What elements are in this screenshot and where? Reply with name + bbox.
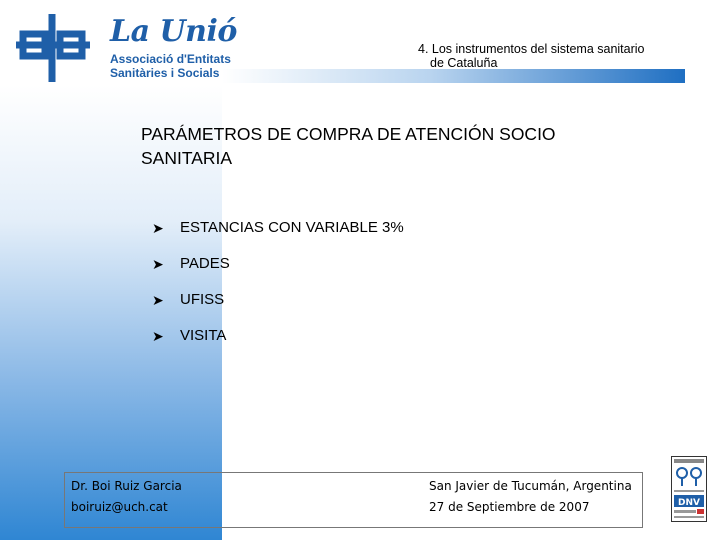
footer-author: Dr. Boi Ruiz Garcia [71, 479, 182, 493]
list-item-text: VISITA [180, 327, 227, 344]
arrow-bullet-icon: ➤ [152, 328, 164, 344]
list-item-text: UFISS [180, 291, 225, 308]
title-line-1: PARÁMETROS DE COMPRA DE ATENCIÓN SOCIO [141, 124, 556, 144]
header-gradient-bar [222, 69, 685, 83]
list-item [152, 290, 404, 326]
arrow-bullet-icon: ➤ [152, 220, 164, 236]
logo-subtitle-2: Sanitàries i Socials [110, 66, 220, 80]
certification-mark: DNV [678, 498, 700, 508]
footer-email: boiruiz@uch.cat [71, 500, 168, 514]
list-item [152, 254, 404, 290]
arrow-bullet-icon: ➤ [152, 256, 164, 272]
logo [14, 8, 237, 84]
list-item [152, 326, 404, 362]
list-item [152, 218, 404, 254]
title-line-2: SANITARIA [141, 148, 233, 168]
arrow-bullet-icon: ➤ [152, 292, 164, 308]
footer-date: 27 de Septiembre de 2007 [429, 500, 590, 514]
dnv-certification-icon [671, 456, 707, 522]
footer-location: San Javier de Tucumán, Argentina [429, 479, 632, 493]
list-item-text: ESTANCIAS CON VARIABLE 3% [180, 219, 404, 236]
list-item-text: PADES [180, 255, 230, 272]
la-unio-logo-icon [14, 12, 94, 84]
section-line-2: de Cataluña [430, 56, 498, 70]
bullet-list [152, 218, 404, 362]
page-title [141, 122, 661, 170]
section-label [418, 42, 698, 70]
logo-subtitle-1: Associació d'Entitats [110, 52, 231, 66]
logo-name: La Unió [110, 14, 237, 49]
section-line-1: 4. Los instrumentos del sistema sanitario [418, 42, 645, 56]
